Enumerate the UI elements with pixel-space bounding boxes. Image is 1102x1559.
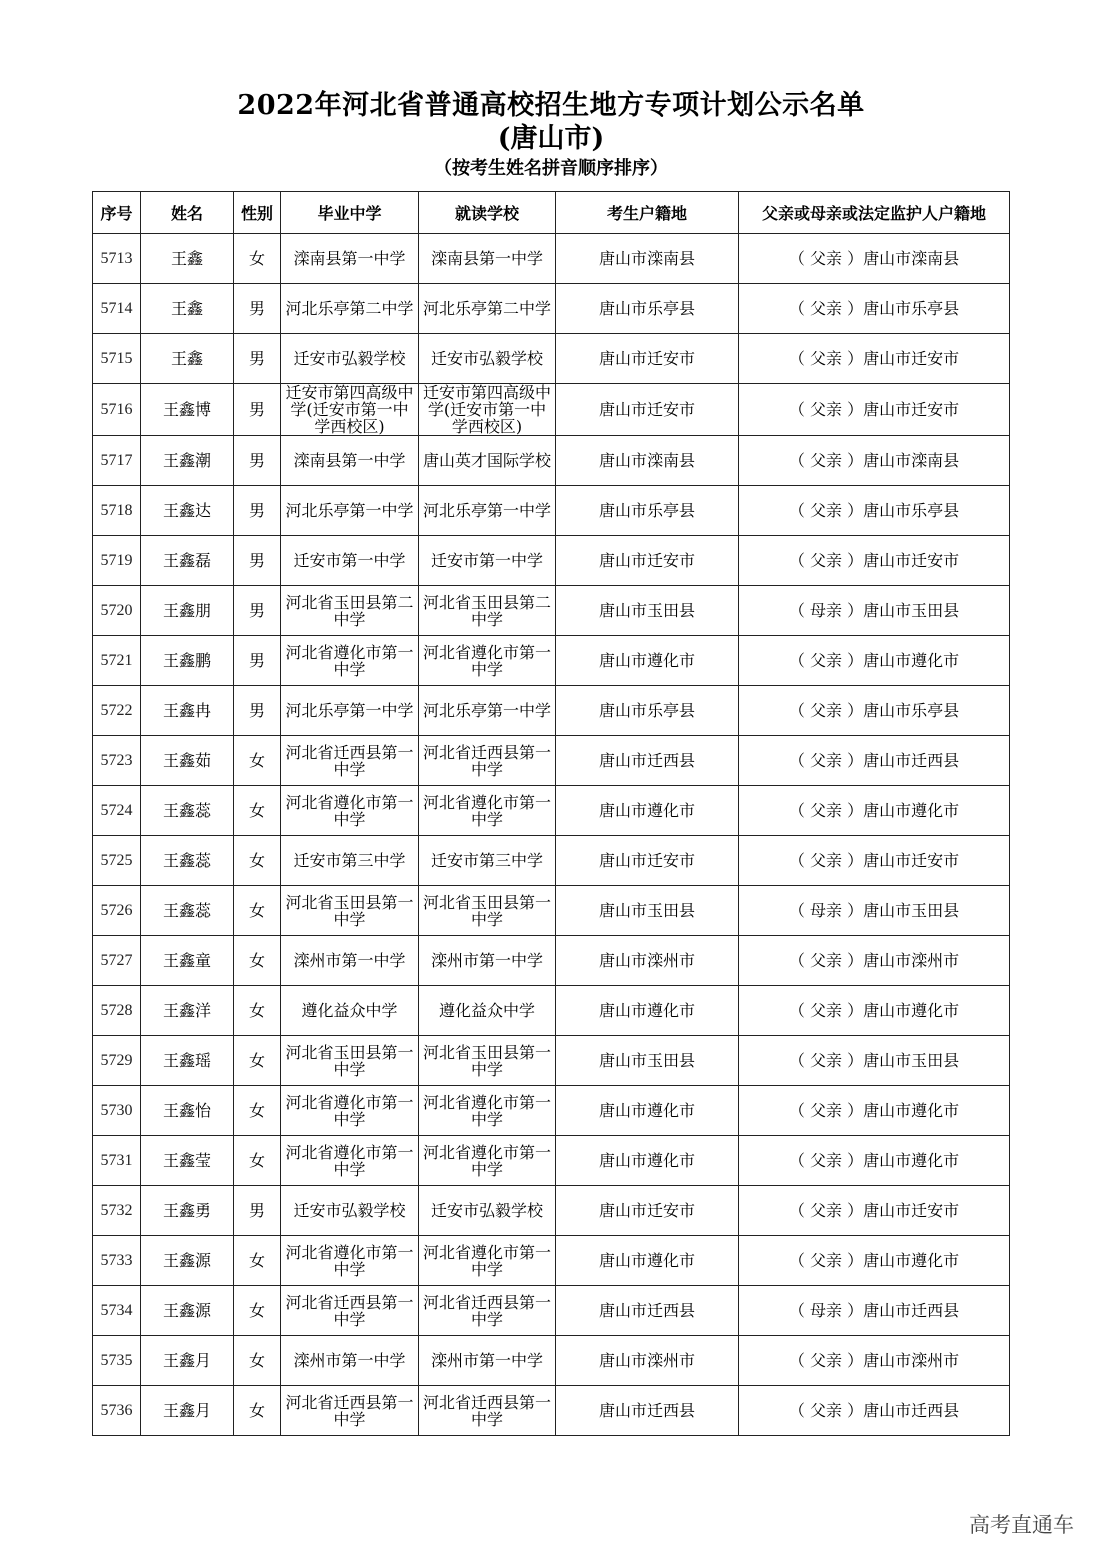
- row-index: 5715: [93, 334, 141, 384]
- gender: 男: [234, 1186, 281, 1236]
- table-row: [93, 836, 1010, 886]
- household-registration: 唐山市玉田县: [556, 886, 739, 936]
- table-row: [93, 234, 1010, 284]
- guardian-registration: （ 父亲 ）唐山市迁安市: [739, 384, 1010, 436]
- graduated-school: 河北省玉田县第一中学: [281, 886, 419, 936]
- gender: 男: [234, 686, 281, 736]
- row-index: 5718: [93, 486, 141, 536]
- household-registration: 唐山市迁安市: [556, 334, 739, 384]
- table-row: [93, 1336, 1010, 1386]
- table-row: [93, 486, 1010, 536]
- graduated-school: 河北省迁西县第一中学: [281, 1386, 419, 1436]
- student-name: 王鑫蕊: [141, 886, 234, 936]
- student-name: 王鑫: [141, 284, 234, 334]
- guardian-registration: （ 父亲 ）唐山市遵化市: [739, 1136, 1010, 1186]
- household-registration: 唐山市迁安市: [556, 536, 739, 586]
- current-school: 滦州市第一中学: [419, 1336, 556, 1386]
- watermark: 高考直通车: [969, 1513, 1074, 1537]
- gender: 女: [234, 1386, 281, 1436]
- row-index: 5734: [93, 1286, 141, 1336]
- current-school: 河北省遵化市第一中学: [419, 786, 556, 836]
- household-registration: 唐山市玉田县: [556, 1036, 739, 1086]
- student-name: 王鑫源: [141, 1286, 234, 1336]
- student-name: 王鑫蕊: [141, 786, 234, 836]
- current-school: 河北省遵化市第一中学: [419, 636, 556, 686]
- graduated-school: 河北省玉田县第一中学: [281, 1036, 419, 1086]
- household-registration: 唐山市乐亭县: [556, 486, 739, 536]
- graduated-school: 迁安市第一中学: [281, 536, 419, 586]
- row-index: 5726: [93, 886, 141, 936]
- table-row: [93, 1086, 1010, 1136]
- student-name: 王鑫源: [141, 1236, 234, 1286]
- student-name: 王鑫月: [141, 1386, 234, 1436]
- table-row: [93, 886, 1010, 936]
- gender: 男: [234, 334, 281, 384]
- gender: 女: [234, 234, 281, 284]
- row-index: 5722: [93, 686, 141, 736]
- current-school: 河北省玉田县第二中学: [419, 586, 556, 636]
- row-index: 5724: [93, 786, 141, 836]
- table-row: [93, 1186, 1010, 1236]
- table-row: [93, 1036, 1010, 1086]
- current-school: 河北省遵化市第一中学: [419, 1086, 556, 1136]
- guardian-registration: （ 母亲 ）唐山市迁西县: [739, 1286, 1010, 1336]
- household-registration: 唐山市滦南县: [556, 436, 739, 486]
- gender: 女: [234, 986, 281, 1036]
- graduated-school: 河北乐亭第一中学: [281, 486, 419, 536]
- guardian-registration: （ 父亲 ）唐山市迁安市: [739, 334, 1010, 384]
- row-index: 5727: [93, 936, 141, 986]
- student-name: 王鑫勇: [141, 1186, 234, 1236]
- guardian-registration: （ 父亲 ）唐山市迁安市: [739, 836, 1010, 886]
- gender: 男: [234, 586, 281, 636]
- household-registration: 唐山市迁安市: [556, 1186, 739, 1236]
- guardian-registration: （ 父亲 ）唐山市滦南县: [739, 234, 1010, 284]
- guardian-registration: （ 父亲 ）唐山市迁西县: [739, 736, 1010, 786]
- gender: 女: [234, 836, 281, 886]
- student-name: 王鑫莹: [141, 1136, 234, 1186]
- household-registration: 唐山市迁西县: [556, 1386, 739, 1436]
- current-school: 迁安市弘毅学校: [419, 334, 556, 384]
- student-name: 王鑫博: [141, 384, 234, 436]
- gender: 女: [234, 1286, 281, 1336]
- current-school: 河北省玉田县第一中学: [419, 1036, 556, 1086]
- row-index: 5731: [93, 1136, 141, 1186]
- gender: 男: [234, 536, 281, 586]
- graduated-school: 河北省遵化市第一中学: [281, 1136, 419, 1186]
- student-name: 王鑫冉: [141, 686, 234, 736]
- table-row: [93, 586, 1010, 636]
- header-gender: 性别: [234, 192, 281, 234]
- gender: 女: [234, 936, 281, 986]
- household-registration: 唐山市遵化市: [556, 1086, 739, 1136]
- household-registration: 唐山市遵化市: [556, 986, 739, 1036]
- gender: 男: [234, 636, 281, 686]
- document-title: 2022年河北省普通高校招生地方专项计划公示名单: [237, 90, 865, 121]
- household-registration: 唐山市乐亭县: [556, 284, 739, 334]
- household-registration: 唐山市遵化市: [556, 786, 739, 836]
- current-school: 河北乐亭第一中学: [419, 686, 556, 736]
- student-name: 王鑫蕊: [141, 836, 234, 886]
- student-name: 王鑫童: [141, 936, 234, 986]
- graduated-school: 河北省遵化市第一中学: [281, 1086, 419, 1136]
- guardian-registration: （ 父亲 ）唐山市乐亭县: [739, 686, 1010, 736]
- table-row: [93, 384, 1010, 436]
- row-index: 5713: [93, 234, 141, 284]
- row-index: 5717: [93, 436, 141, 486]
- household-registration: 唐山市迁西县: [556, 736, 739, 786]
- header-index: 序号: [93, 192, 141, 234]
- graduated-school: 迁安市第四高级中学(迁安市第一中学西校区): [281, 384, 419, 436]
- table-row: [93, 284, 1010, 334]
- household-registration: 唐山市滦南县: [556, 234, 739, 284]
- student-name: 王鑫达: [141, 486, 234, 536]
- document-subtitle: (唐山市): [497, 123, 605, 154]
- current-school: 河北省玉田县第一中学: [419, 886, 556, 936]
- household-registration: 唐山市迁西县: [556, 1286, 739, 1336]
- graduated-school: 河北乐亭第二中学: [281, 284, 419, 334]
- graduated-school: 滦州市第一中学: [281, 1336, 419, 1386]
- current-school: 滦南县第一中学: [419, 234, 556, 284]
- student-name: 王鑫: [141, 334, 234, 384]
- guardian-registration: （ 父亲 ）唐山市迁安市: [739, 536, 1010, 586]
- student-name: 王鑫: [141, 234, 234, 284]
- sort-note: （按考生姓名拼音顺序排序）: [434, 158, 668, 179]
- current-school: 唐山英才国际学校: [419, 436, 556, 486]
- student-name: 王鑫洋: [141, 986, 234, 1036]
- household-registration: 唐山市滦州市: [556, 1336, 739, 1386]
- current-school: 河北省遵化市第一中学: [419, 1136, 556, 1186]
- household-registration: 唐山市滦州市: [556, 936, 739, 986]
- gender: 女: [234, 736, 281, 786]
- row-index: 5719: [93, 536, 141, 586]
- current-school: 河北省遵化市第一中学: [419, 1236, 556, 1286]
- row-index: 5728: [93, 986, 141, 1036]
- guardian-registration: （ 父亲 ）唐山市遵化市: [739, 1086, 1010, 1136]
- graduated-school: 迁安市第三中学: [281, 836, 419, 886]
- header-name: 姓名: [141, 192, 234, 234]
- current-school: 河北省迁西县第一中学: [419, 736, 556, 786]
- guardian-registration: （ 父亲 ）唐山市遵化市: [739, 786, 1010, 836]
- household-registration: 唐山市遵化市: [556, 636, 739, 686]
- guardian-registration: （ 父亲 ）唐山市迁西县: [739, 1386, 1010, 1436]
- current-school: 迁安市第四高级中学(迁安市第一中学西校区): [419, 384, 556, 436]
- graduated-school: 迁安市弘毅学校: [281, 1186, 419, 1236]
- row-index: 5725: [93, 836, 141, 886]
- graduated-school: 滦南县第一中学: [281, 436, 419, 486]
- guardian-registration: （ 父亲 ）唐山市遵化市: [739, 636, 1010, 686]
- gender: 女: [234, 1336, 281, 1386]
- table-row: [93, 786, 1010, 836]
- guardian-registration: （ 父亲 ）唐山市滦州市: [739, 1336, 1010, 1386]
- gender: 男: [234, 436, 281, 486]
- guardian-registration: （ 母亲 ）唐山市玉田县: [739, 586, 1010, 636]
- student-name: 王鑫潮: [141, 436, 234, 486]
- header-current-school: 就读学校: [419, 192, 556, 234]
- graduated-school: 河北乐亭第一中学: [281, 686, 419, 736]
- guardian-registration: （ 父亲 ）唐山市滦州市: [739, 936, 1010, 986]
- gender: 男: [234, 284, 281, 334]
- guardian-registration: （ 父亲 ）唐山市滦南县: [739, 436, 1010, 486]
- table-row: [93, 334, 1010, 384]
- header-guardian-registration: 父亲或母亲或法定监护人户籍地: [739, 192, 1010, 234]
- current-school: 迁安市第一中学: [419, 536, 556, 586]
- gender: 女: [234, 1136, 281, 1186]
- table-row: [93, 1386, 1010, 1436]
- student-name: 王鑫茹: [141, 736, 234, 786]
- row-index: 5736: [93, 1386, 141, 1436]
- guardian-registration: （ 父亲 ）唐山市迁安市: [739, 1186, 1010, 1236]
- graduated-school: 河北省遵化市第一中学: [281, 1236, 419, 1286]
- table-row: [93, 936, 1010, 986]
- row-index: 5716: [93, 384, 141, 436]
- student-name: 王鑫瑶: [141, 1036, 234, 1086]
- guardian-registration: （ 母亲 ）唐山市玉田县: [739, 886, 1010, 936]
- current-school: 河北省迁西县第一中学: [419, 1386, 556, 1436]
- current-school: 河北省迁西县第一中学: [419, 1286, 556, 1336]
- table-row: [93, 1136, 1010, 1186]
- table-row: [93, 1236, 1010, 1286]
- gender: 男: [234, 384, 281, 436]
- student-name: 王鑫月: [141, 1336, 234, 1386]
- graduated-school: 河北省遵化市第一中学: [281, 636, 419, 686]
- graduated-school: 河北省玉田县第二中学: [281, 586, 419, 636]
- table-row: [93, 436, 1010, 486]
- guardian-registration: （ 父亲 ）唐山市玉田县: [739, 1036, 1010, 1086]
- guardian-registration: （ 父亲 ）唐山市乐亭县: [739, 284, 1010, 334]
- table-row: [93, 636, 1010, 686]
- student-name: 王鑫怡: [141, 1086, 234, 1136]
- gender: 男: [234, 486, 281, 536]
- row-index: 5721: [93, 636, 141, 686]
- row-index: 5735: [93, 1336, 141, 1386]
- table-row: [93, 1286, 1010, 1336]
- table-row: [93, 986, 1010, 1036]
- row-index: 5729: [93, 1036, 141, 1086]
- current-school: 迁安市第三中学: [419, 836, 556, 886]
- current-school: 河北乐亭第一中学: [419, 486, 556, 536]
- row-index: 5714: [93, 284, 141, 334]
- title-block: [0, 88, 1102, 182]
- guardian-registration: （ 父亲 ）唐山市乐亭县: [739, 486, 1010, 536]
- table-row: [93, 686, 1010, 736]
- table-row: [93, 536, 1010, 586]
- graduated-school: 遵化益众中学: [281, 986, 419, 1036]
- graduated-school: 河北省遵化市第一中学: [281, 786, 419, 836]
- graduated-school: 滦南县第一中学: [281, 234, 419, 284]
- guardian-registration: （ 父亲 ）唐山市遵化市: [739, 986, 1010, 1036]
- gender: 女: [234, 1236, 281, 1286]
- row-index: 5723: [93, 736, 141, 786]
- row-index: 5733: [93, 1236, 141, 1286]
- household-registration: 唐山市遵化市: [556, 1236, 739, 1286]
- graduated-school: 迁安市弘毅学校: [281, 334, 419, 384]
- header-household-registration: 考生户籍地: [556, 192, 739, 234]
- row-index: 5730: [93, 1086, 141, 1136]
- gender: 女: [234, 886, 281, 936]
- gender: 女: [234, 1036, 281, 1086]
- graduated-school: 河北省迁西县第一中学: [281, 736, 419, 786]
- row-index: 5720: [93, 586, 141, 636]
- current-school: 遵化益众中学: [419, 986, 556, 1036]
- current-school: 河北乐亭第二中学: [419, 284, 556, 334]
- roster-table: [92, 191, 1010, 1436]
- graduated-school: 滦州市第一中学: [281, 936, 419, 986]
- header-graduated-school: 毕业中学: [281, 192, 419, 234]
- guardian-registration: （ 父亲 ）唐山市遵化市: [739, 1236, 1010, 1286]
- gender: 女: [234, 1086, 281, 1136]
- student-name: 王鑫朋: [141, 586, 234, 636]
- graduated-school: 河北省迁西县第一中学: [281, 1286, 419, 1336]
- current-school: 迁安市弘毅学校: [419, 1186, 556, 1236]
- gender: 女: [234, 786, 281, 836]
- household-registration: 唐山市玉田县: [556, 586, 739, 636]
- student-name: 王鑫磊: [141, 536, 234, 586]
- table-body: [93, 234, 1010, 1436]
- header-row: [93, 192, 1010, 234]
- row-index: 5732: [93, 1186, 141, 1236]
- household-registration: 唐山市迁安市: [556, 836, 739, 886]
- current-school: 滦州市第一中学: [419, 936, 556, 986]
- household-registration: 唐山市迁安市: [556, 384, 739, 436]
- household-registration: 唐山市乐亭县: [556, 686, 739, 736]
- student-name: 王鑫鹏: [141, 636, 234, 686]
- household-registration: 唐山市遵化市: [556, 1136, 739, 1186]
- table-row: [93, 736, 1010, 786]
